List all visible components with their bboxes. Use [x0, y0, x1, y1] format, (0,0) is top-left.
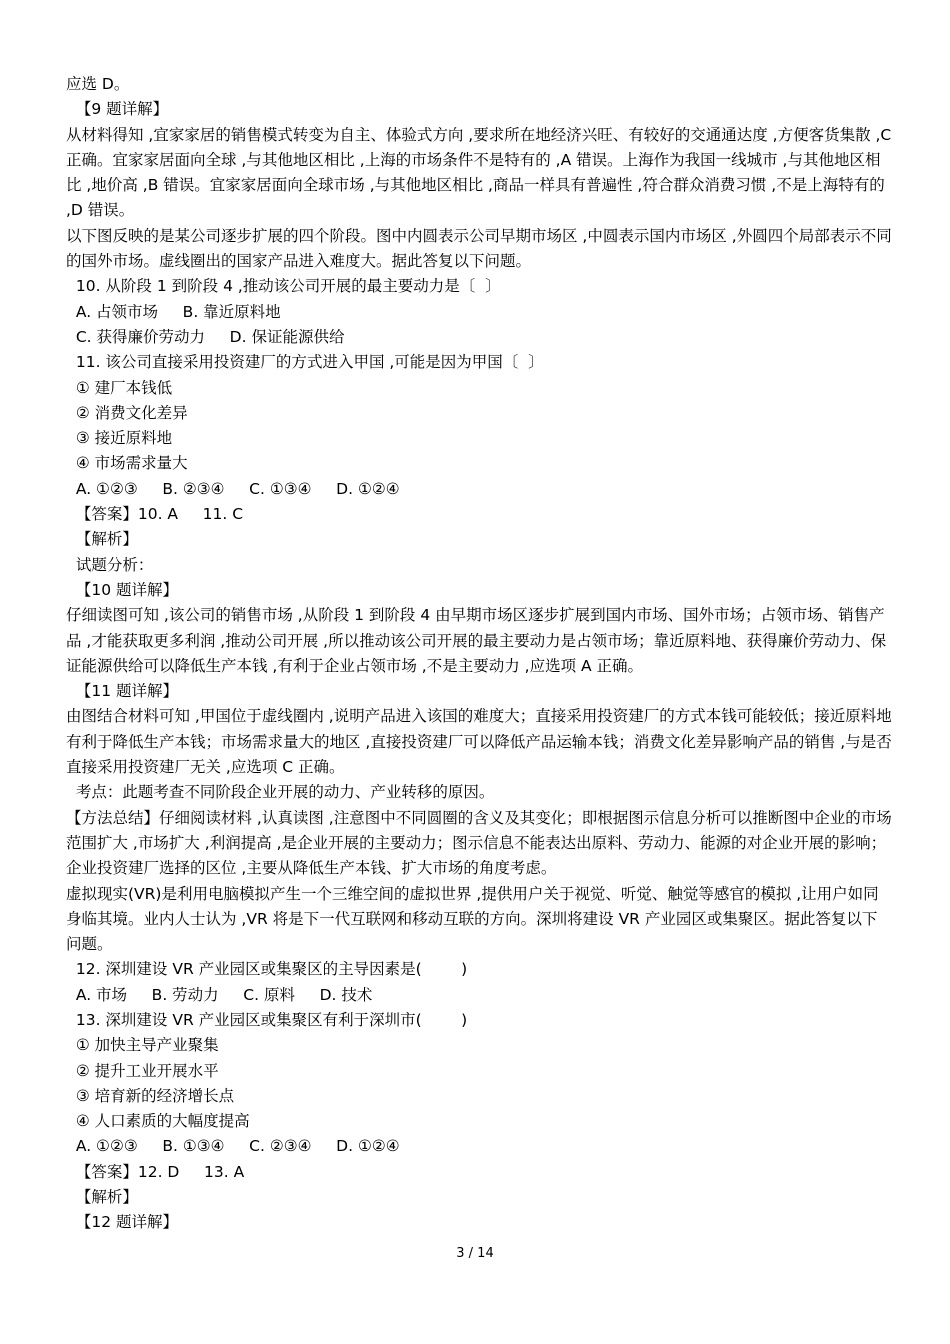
text-paragraph: 仔细读图可知 ,该公司的销售市场 ,从阶段 1 到阶段 4 由早期市场区逐步扩展到国内市场、国外市场；占领市场、销售产品 ,才能获取更多利润 ,推动公司开展 ,所以推动该公司开展的最主要动力是占领市场；靠近原料地、获得廉价劳动力、保证能源供给可以降低生产本钱 ,有利于企业占领市场 ,不是主要动力 ,应选项 A 正确。: [66, 606, 887, 675]
text-line: ① 加快主导产业聚集: [66, 1036, 219, 1055]
text-line: C. 获得廉价劳动力 D. 保证能源供给: [66, 327, 345, 346]
document-body: [66, 72, 892, 1236]
text-line: 10. 从阶段 1 到阶段 4 ,推动该公司开展的最主要动力是〔 〕: [66, 277, 501, 296]
text-line: 【9 题详解】: [66, 100, 169, 119]
page-number: 3 / 14: [456, 1246, 494, 1261]
text-line: A. 市场 B. 劳动力 C. 原料 D. 技术: [66, 985, 373, 1004]
text-paragraph: 从材料得知 ,宜家家居的销售模式转变为自主、体验式方向 ,要求所在地经济兴旺、有较好的交通通达度 ,方便客货集散 ,C 正确。宜家家居面向全球 ,与其他地区相比 ,上海的市场条件不是特有的 ,A 错误。上海作为我国一线城市 ,与其他地区相比 ,地价高 ,B 错误。宜家家居面向全球市场 ,与其他地区相比 ,商品一样具有普遍性 ,符合群众消费习惯 ,不是上海特有的 ,D 错误。: [66, 125, 892, 220]
text-line: 【解析】: [66, 1188, 138, 1207]
text-paragraph: 由图结合材料可知 ,甲国位于虚线圈内 ,说明产品进入该国的难度大；直接采用投资建厂的方式本钱可能较低；接近原料地有利于降低生产本钱；市场需求量大的地区 ,直接投资建厂可以降低产品运输本钱；消费文化差异影响产品的销售 ,与是否直接采用投资建厂无关 ,应选项 C 正确。: [66, 707, 892, 777]
text-line: ① 建厂本钱低: [66, 378, 173, 397]
text-paragraph: 虚拟现实(VR)是利用电脑模拟产生一个三维空间的虚拟世界 ,提供用户关于视觉、听觉、触觉等感官的模拟 ,让用户如同身临其境。业内人士认为 ,VR 将是下一代互联网和移动互联的方向。深圳将建设 VR 产业园区或集聚区。据此答复以下问题。: [66, 884, 879, 954]
text-line: ④ 人口素质的大幅度提高: [66, 1112, 250, 1131]
text-line: 【12 题详解】: [66, 1213, 179, 1232]
text-line: ② 提升工业开展水平: [66, 1061, 219, 1080]
text-line: 【答案】10. A 11. C: [66, 505, 244, 524]
text-line: 【11 题详解】: [66, 682, 179, 701]
text-line: A. ①②③ B. ②③④ C. ①③④ D. ①②④: [66, 479, 400, 498]
text-paragraph: 以下图反映的是某公司逐步扩展的四个阶段。图中内圆表示公司早期市场区 ,中圆表示国内市场区 ,外圆四个局部表示不同的国外市场。虚线圈出的国家产品进入难度大。据此答复以下问题。: [66, 226, 892, 271]
text-line: 试题分析：: [66, 555, 154, 574]
text-line: 应选 D。: [66, 75, 130, 93]
text-line: 11. 该公司直接采用投资建厂的方式进入甲国 ,可能是因为甲国〔 〕: [66, 353, 544, 372]
text-line: A. ①②③ B. ①③④ C. ②③④ D. ①②④: [66, 1137, 400, 1156]
text-line: 考点：此题考查不同阶段企业开展的动力、产业转移的原因。: [66, 783, 495, 802]
text-line: 12. 深圳建设 VR 产业园区或集聚区的主导因素是( ): [66, 960, 468, 979]
text-line: ② 消费文化差异: [66, 403, 188, 422]
text-line: 【解析】: [66, 530, 138, 549]
text-line: A. 占领市场 B. 靠近原料地: [66, 302, 281, 321]
text-line: ④ 市场需求量大: [66, 454, 188, 473]
text-line: 【答案】12. D 13. A: [66, 1162, 245, 1181]
text-paragraph: 【方法总结】仔细阅读材料 ,认真读图 ,注意图中不同圆圈的含义及其变化；即根据图示信息分析可以推断图中企业的市场范围扩大 ,市场扩大 ,利润提高 ,是企业开展的主要动力；图示信息不能表达出原料、劳动力、能源的对企业开展的影响；企业投资建厂选择的区位 ,主要从降低生产本钱、扩大市场的角度考虑。: [66, 808, 892, 878]
text-line: ③ 培育新的经济增长点: [66, 1086, 235, 1105]
text-line: 【10 题详解】: [66, 580, 179, 599]
text-line: ③ 接近原料地: [66, 429, 173, 448]
text-line: 13. 深圳建设 VR 产业园区或集聚区有利于深圳市( ): [66, 1010, 468, 1029]
